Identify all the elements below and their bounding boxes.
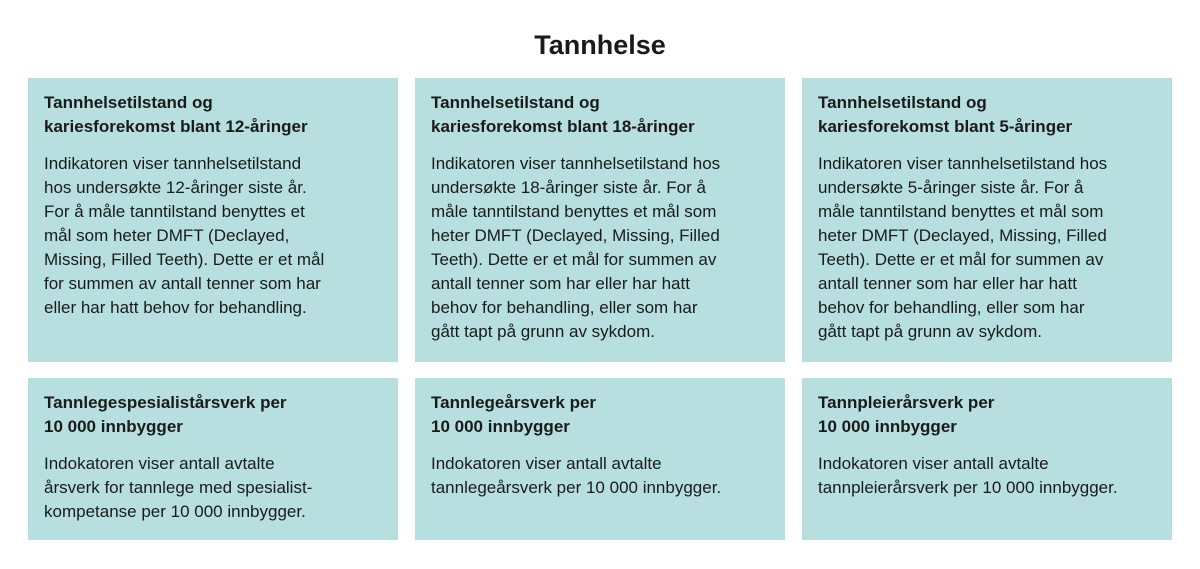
card-title-line: Tannhelsetilstand og	[818, 93, 987, 112]
card-title-line: Tannlegeårsverk per	[431, 393, 597, 412]
card-title-line: kariesforekomst blant 12-åringer	[44, 117, 308, 136]
card-body-line: tannpleierårsverk per 10 000 innbygger.	[818, 478, 1118, 497]
card-body-line: årsverk for tannlege med spesialist-	[44, 478, 313, 497]
card-body-line: Indokatoren viser antall avtalte	[818, 454, 1049, 473]
card-body-line: Indikatoren viser tannhelsetilstand hos	[431, 154, 721, 173]
card-body-line: antall tenner som har eller har hatt	[431, 274, 690, 293]
card-description	[818, 152, 1156, 344]
page-title: Tannhelse	[534, 30, 666, 60]
card-title-line: Tannlegespesialistårsverk per	[44, 393, 287, 412]
card-body-line: for summen av antall tenner som har	[44, 274, 321, 293]
card-tannhelse-12	[28, 78, 398, 362]
card-tannhelse-5	[802, 78, 1172, 362]
card-description	[818, 452, 1156, 500]
card-title-line: Tannhelsetilstand og	[431, 93, 600, 112]
card-title-line: Tannpleierårsverk per	[818, 393, 995, 412]
card-tannlege	[415, 378, 785, 540]
indicator-grid	[28, 78, 1172, 540]
card-tannlegespesialist	[28, 378, 398, 540]
card-body-line: måle tanntilstand benyttes et mål som	[818, 202, 1104, 221]
card-body-line: eller har hatt behov for behandling.	[44, 298, 307, 317]
card-title	[431, 391, 769, 439]
card-title	[431, 91, 769, 139]
card-body-line: antall tenner som har eller har hatt	[818, 274, 1077, 293]
card-body-line: heter DMFT (Declayed, Missing, Filled	[818, 226, 1107, 245]
card-body-line: Indikatoren viser tannhelsetilstand hos	[818, 154, 1108, 173]
card-body-line: kompetanse per 10 000 innbygger.	[44, 502, 306, 521]
card-title	[44, 391, 382, 439]
card-title-line: 10 000 innbygger	[818, 417, 957, 436]
card-description	[44, 452, 382, 524]
card-body-line: undersøkte 5-åringer siste år. For å	[818, 178, 1084, 197]
card-body-line: tannlegeårsverk per 10 000 innbygger.	[431, 478, 722, 497]
card-body-line: Indokatoren viser antall avtalte	[44, 454, 275, 473]
card-body-line: mål som heter DMFT (Declayed,	[44, 226, 290, 245]
card-title-line: 10 000 innbygger	[431, 417, 570, 436]
card-body-line: gått tapt på grunn av sykdom.	[818, 322, 1042, 341]
card-body-line: Teeth). Dette er et mål for summen av	[431, 250, 717, 269]
card-tannhelse-18	[415, 78, 785, 362]
card-tannpleier	[802, 378, 1172, 540]
card-body-line: Missing, Filled Teeth). Dette er et mål	[44, 250, 325, 269]
card-description	[431, 152, 769, 344]
card-title-line: 10 000 innbygger	[44, 417, 183, 436]
card-body-line: gått tapt på grunn av sykdom.	[431, 322, 655, 341]
card-title-line: kariesforekomst blant 18-åringer	[431, 117, 695, 136]
card-title	[44, 91, 382, 139]
card-description	[431, 452, 769, 500]
card-title-line: kariesforekomst blant 5-åringer	[818, 117, 1073, 136]
card-body-line: Teeth). Dette er et mål for summen av	[818, 250, 1104, 269]
card-body-line: Indikatoren viser tannhelsetilstand	[44, 154, 302, 173]
card-body-line: måle tanntilstand benyttes et mål som	[431, 202, 717, 221]
card-body-line: behov for behandling, eller som har	[818, 298, 1085, 317]
card-title-line: Tannhelsetilstand og	[44, 93, 213, 112]
card-body-line: hos undersøkte 12-åringer siste år.	[44, 178, 307, 197]
card-title	[818, 391, 1156, 439]
card-title	[818, 91, 1156, 139]
card-body-line: undersøkte 18-åringer siste år. For å	[431, 178, 706, 197]
card-body-line: heter DMFT (Declayed, Missing, Filled	[431, 226, 720, 245]
card-description	[44, 152, 382, 320]
card-body-line: For å måle tanntilstand benyttes et	[44, 202, 305, 221]
card-body-line: behov for behandling, eller som har	[431, 298, 698, 317]
card-body-line: Indokatoren viser antall avtalte	[431, 454, 662, 473]
